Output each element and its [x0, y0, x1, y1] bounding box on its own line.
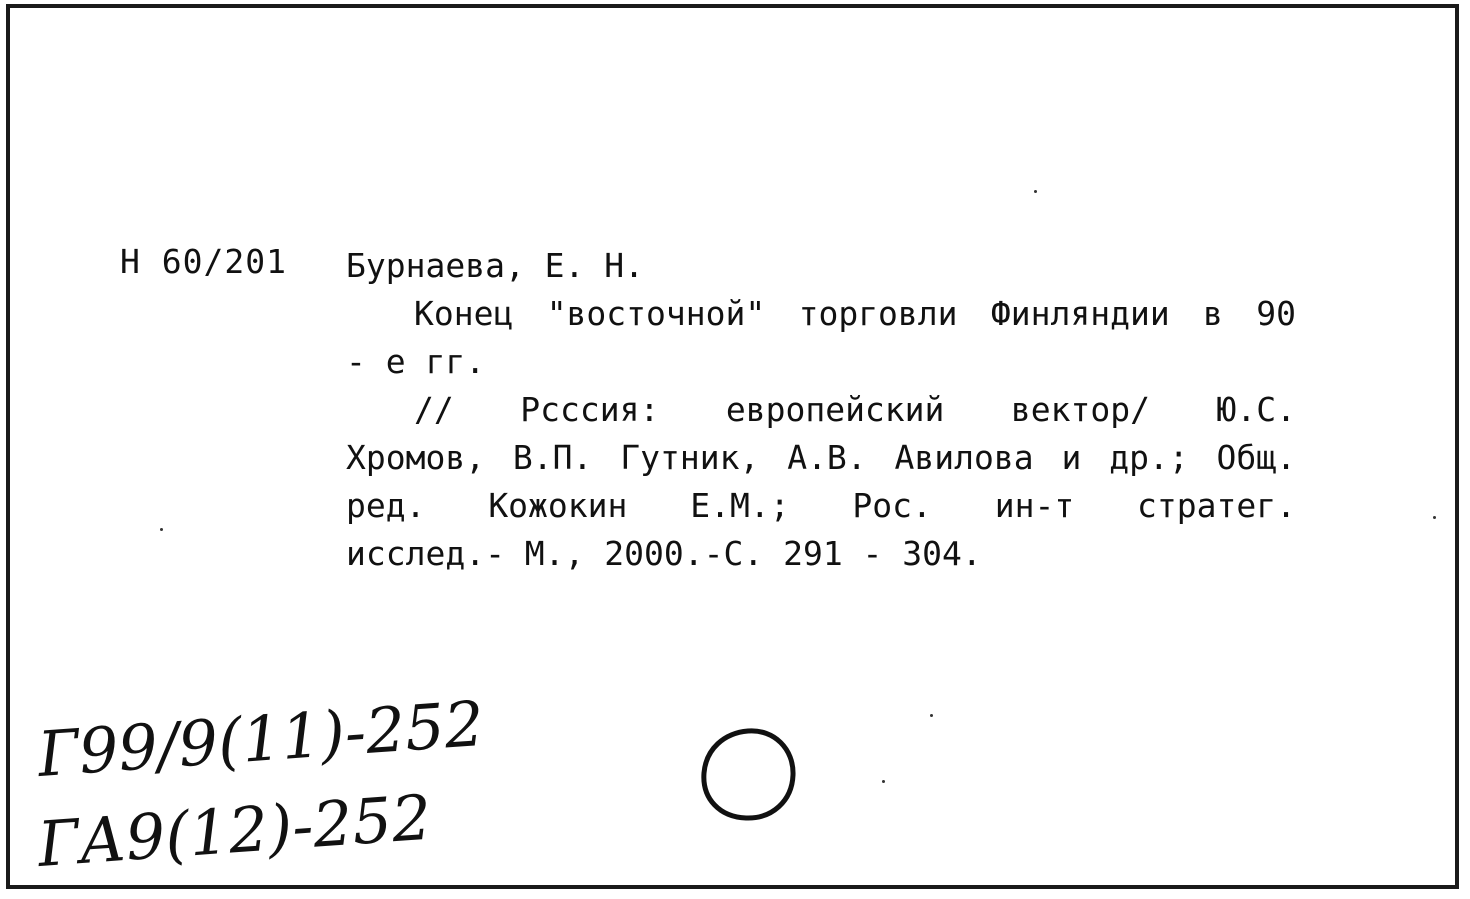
source-line-1: // Рссcия: европейский вектор/ Ю.С.: [414, 390, 1296, 429]
author-name: Бурнаева, Е. Н.: [346, 246, 645, 285]
bibliographic-entry: [346, 242, 1296, 578]
speck: [930, 714, 933, 717]
source-line-2: Хромов, В.П. Гутник, А.В. Авилова и др.; Общ.: [346, 438, 1296, 477]
title-line-2: - е гг.: [346, 342, 486, 381]
source-line-4: исслед.- М., 2000.-С. 291 - 304.: [346, 534, 982, 573]
speck: [160, 528, 163, 531]
handwritten-note-2: ГА9(12)-252: [35, 780, 434, 881]
speck: [882, 780, 885, 783]
punch-hole-icon: [696, 723, 800, 827]
shelfmark: Н 60/201: [120, 242, 287, 281]
catalog-card: [6, 4, 1459, 889]
handwritten-note-1: Г99/9(11)-252: [35, 686, 487, 791]
title-line-1: Конец "восточной" торговли Финляндии в 90: [414, 294, 1296, 333]
speck: [1433, 516, 1436, 519]
source-line-3: ред. Кожокин Е.М.; Рос. ин-т стратег.: [346, 486, 1296, 525]
speck: [1034, 190, 1037, 193]
